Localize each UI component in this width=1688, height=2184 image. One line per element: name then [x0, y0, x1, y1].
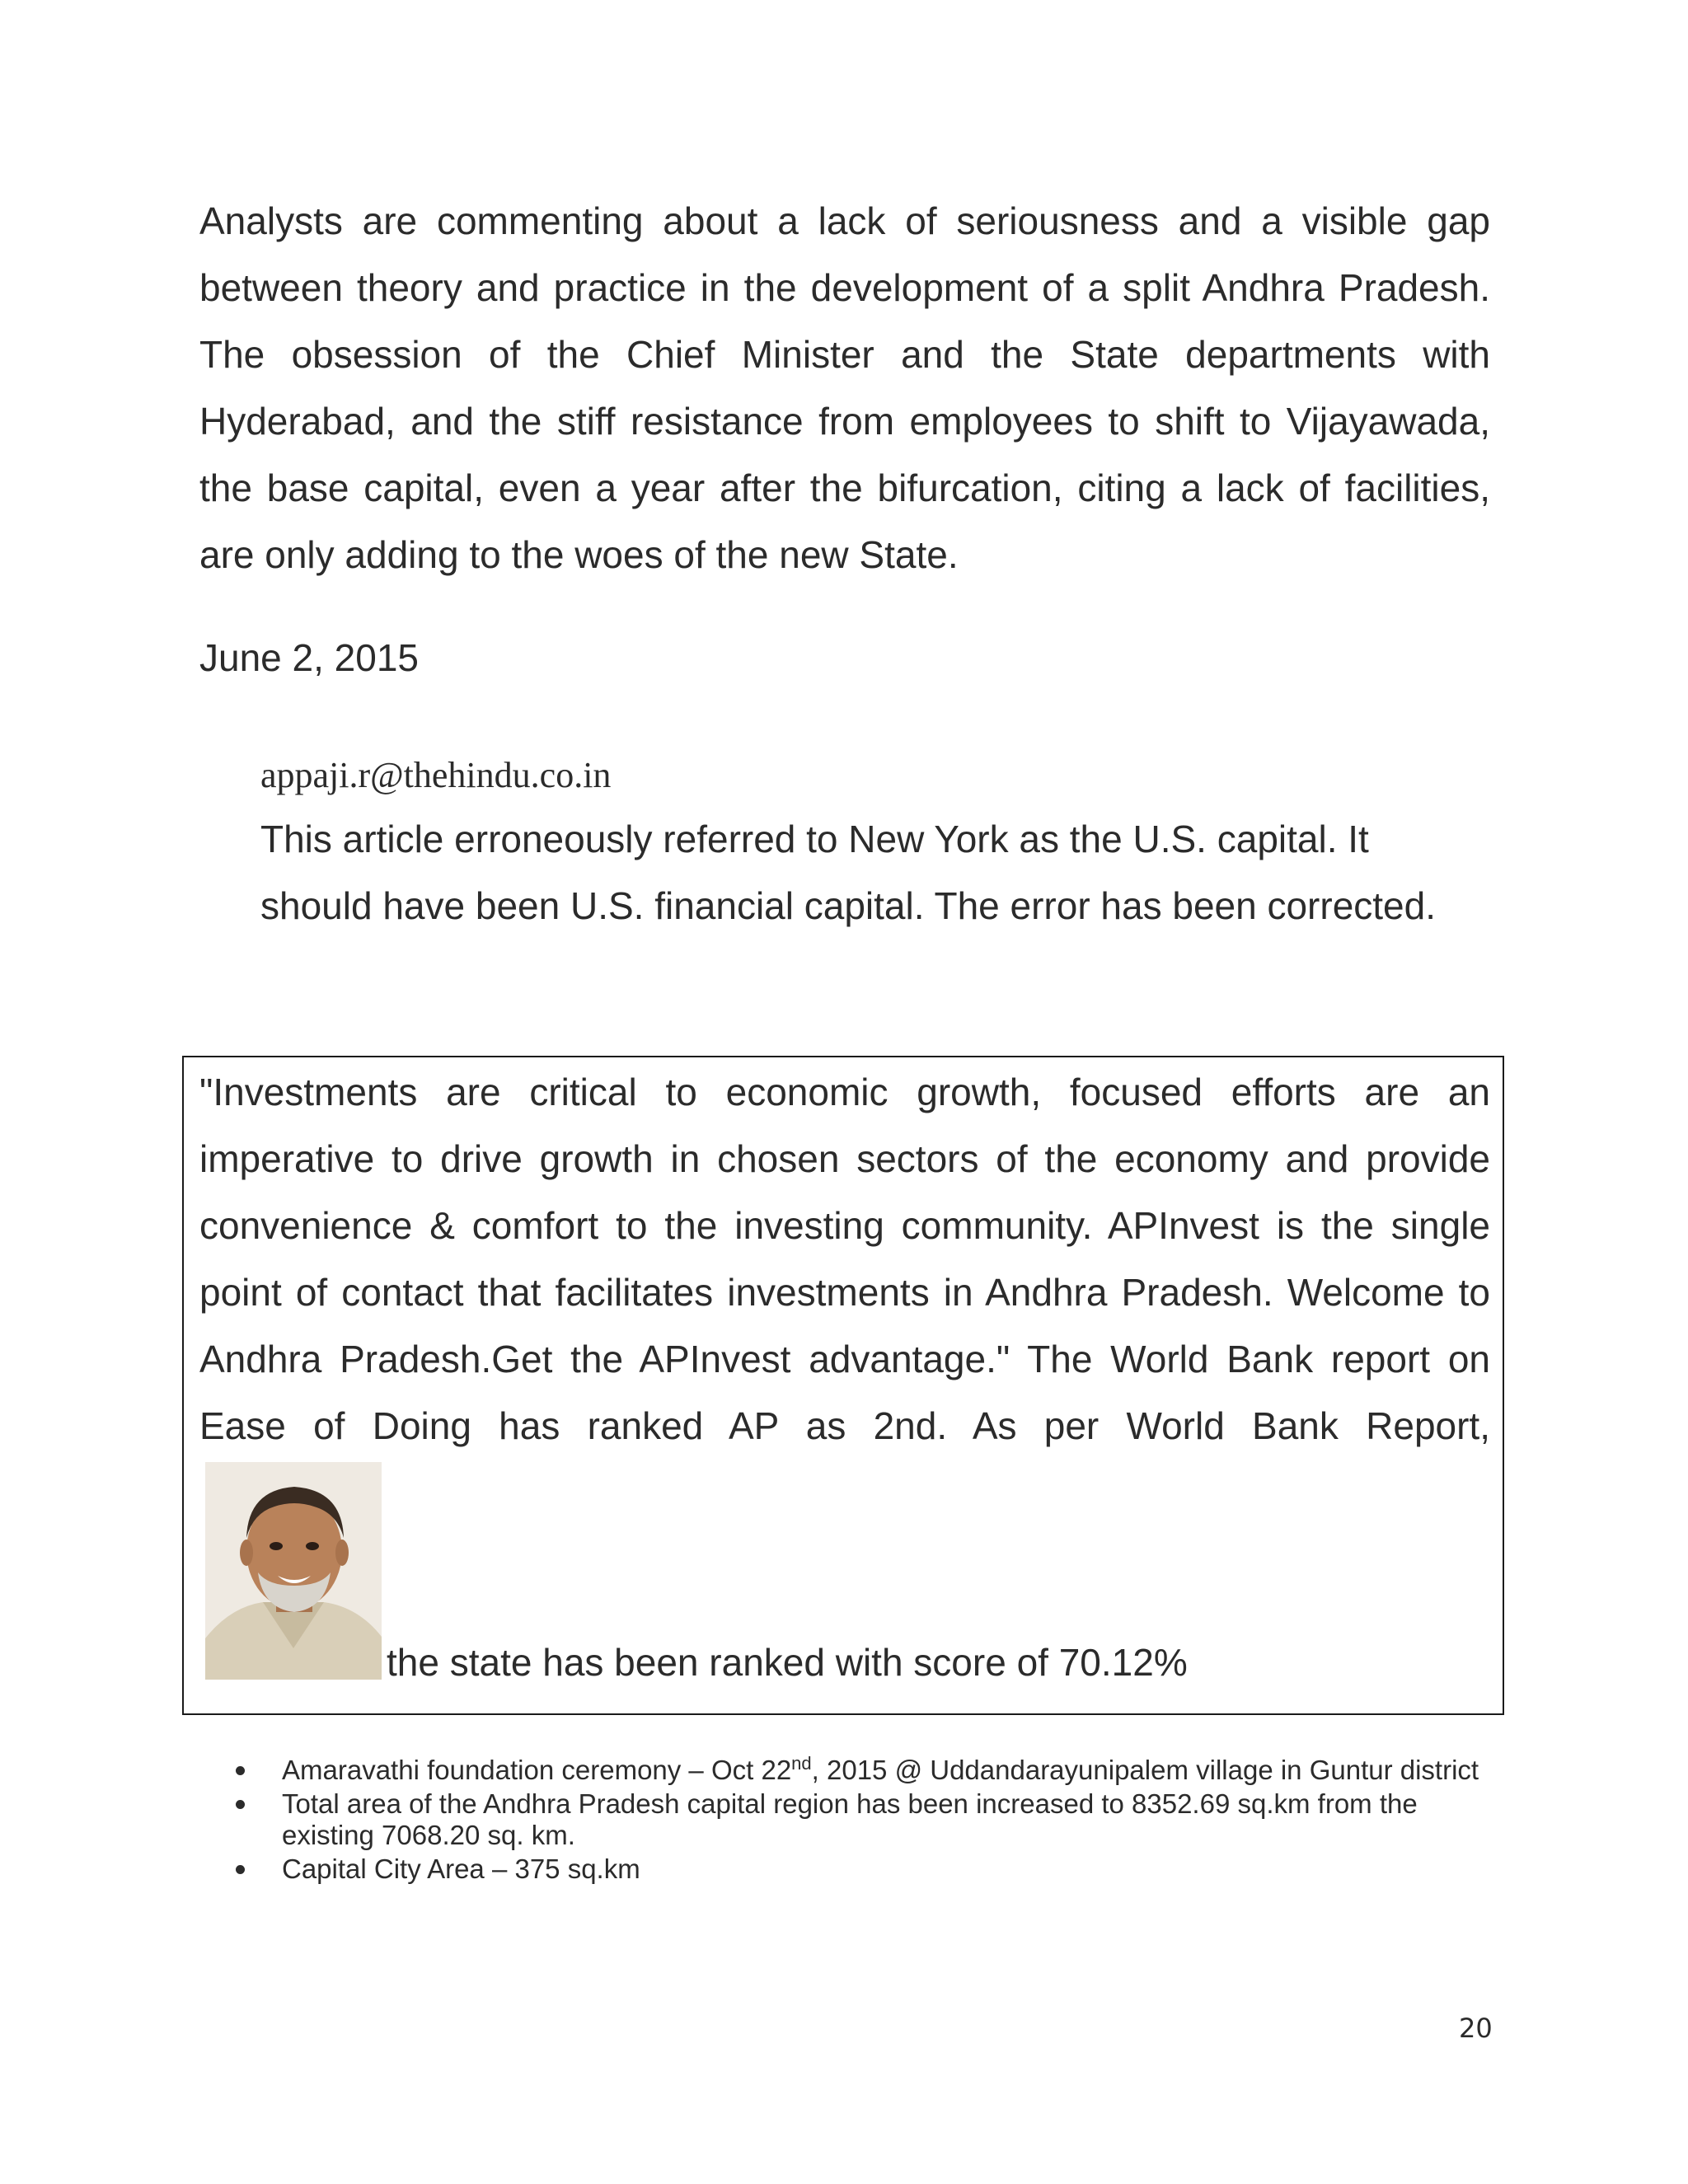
bullet-text: Amaravathi foundation ceremony – Oct 22 — [282, 1755, 792, 1785]
bullet-item-area — [232, 1788, 1485, 1851]
article-date: June 2, 2015 — [199, 636, 420, 679]
quote-text: "Investments are critical to economic growth, focused efforts are an imperative to drive growth in chosen sectors of the economy and provide convenience & comfort to the investing community. APInvest is the single point of contact that facilitates investments in Andhra Pradesh. Welcome to Andhra Pradesh.Get the APInvest advantage." The World Bank report on Ease of Doing has ranked AP as 2nd. As per World Bank Report, — [199, 1071, 1490, 1447]
quote-tail-text: the state has been ranked with score of 70.12% — [387, 1641, 1188, 1684]
bullet-icon — [236, 1766, 245, 1775]
bullet-text: Total area of the Andhra Pradesh capital region has been increased to 8352.69 sq.km from the existing 7068.20 sq. km. — [282, 1788, 1418, 1850]
analysts-paragraph: Analysts are commenting about a lack of seriousness and a visible gap between theory and practice in the development of a split Andhra Pradesh. The obsession of the Chief Minister and the State departments with Hyderabad, and the stiff resistance from employees to shift to Vijayawada, the base capital, even a year after the bifurcation, citing a lack of facilities, are only adding to the woes of the new State. — [199, 199, 1490, 576]
portrait-image — [205, 1462, 382, 1680]
chief-minister-portrait — [205, 1462, 382, 1680]
correction-note: This article erroneously referred to New York as the U.S. capital. It should have been U.S. financial capital. The error has been corrected. — [260, 818, 1436, 927]
bullet-icon — [236, 1865, 245, 1874]
bullet-text-continued: , 2015 @ Uddandarayunipalem village in Guntur district — [811, 1755, 1479, 1785]
facts-bullet-list — [232, 1755, 1485, 1887]
bullet-text: Capital City Area – 375 sq.km — [282, 1854, 640, 1884]
page-number: 20 — [1459, 2013, 1493, 2044]
bullet-icon — [236, 1800, 245, 1809]
ordinal-suffix: nd — [791, 1753, 812, 1774]
author-email: appaji.r@thehindu.co.in — [260, 755, 612, 795]
bullet-item-foundation — [232, 1755, 1485, 1786]
bullet-item-capital-area — [232, 1854, 1485, 1885]
quote-box — [182, 1056, 1504, 1715]
